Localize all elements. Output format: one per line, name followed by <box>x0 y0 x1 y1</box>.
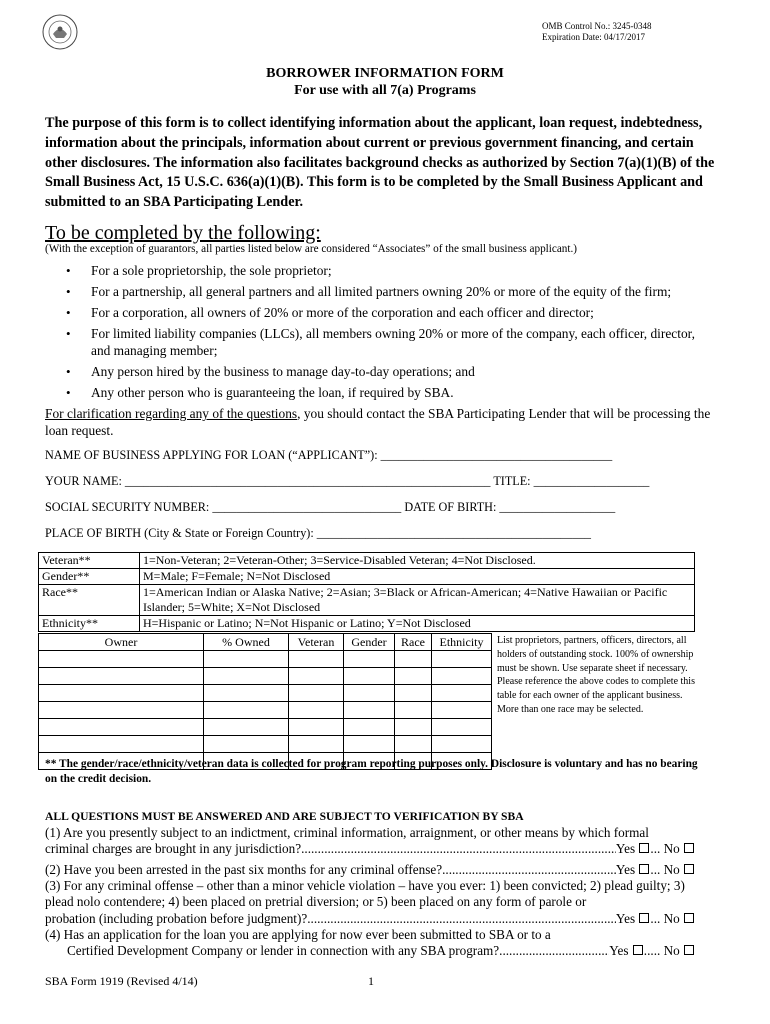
owner-cell[interactable] <box>39 685 204 702</box>
omb-info <box>542 21 652 43</box>
all-questions-heading: ALL QUESTIONS MUST BE ANSWERED AND ARE SUBJECT TO VERIFICATION BY SBA <box>45 810 524 823</box>
veteran-cell[interactable] <box>289 651 344 668</box>
place-of-birth-field[interactable]: PLACE OF BIRTH (City & State or Foreign Country): _____________________________________________ <box>45 526 592 540</box>
dot-leader <box>442 862 616 878</box>
question-text: (4) Has an application for the loan you are applying for now ever been submitted to SBA or to a <box>45 927 551 942</box>
code-value: H=Hispanic or Latino; N=Not Hispanic or Latino; Y=Not Disclosed <box>140 616 695 632</box>
ethnicity-cell[interactable] <box>432 702 492 719</box>
table-row[interactable] <box>39 685 492 702</box>
yes-label: Yes <box>609 943 629 959</box>
ethnicity-cell[interactable] <box>432 736 492 753</box>
question-leader-line <box>45 943 695 959</box>
no-checkbox[interactable] <box>684 945 694 955</box>
col-veteran: Veteran <box>289 634 344 651</box>
sba-seal-logo <box>42 14 78 50</box>
question-text: criminal charges are brought in any jurisdiction? <box>45 841 302 857</box>
table-row[interactable] <box>39 719 492 736</box>
list-item: • Any other person who is guaranteeing the loan, if required by SBA. <box>64 384 704 401</box>
race-cell[interactable] <box>395 702 432 719</box>
ethnicity-cell[interactable] <box>432 685 492 702</box>
list-item: • For a corporation, all owners of 20% or more of the corporation and each officer and director; <box>64 304 704 321</box>
veteran-cell[interactable] <box>289 702 344 719</box>
expiration-date: Expiration Date: 04/17/2017 <box>542 32 645 42</box>
owned-cell[interactable] <box>204 668 289 685</box>
owned-cell[interactable] <box>204 736 289 753</box>
owner-cell[interactable] <box>39 702 204 719</box>
owner-cell[interactable] <box>39 736 204 753</box>
no-label: No <box>663 841 680 857</box>
question-3 <box>45 878 695 927</box>
veteran-cell[interactable] <box>289 736 344 753</box>
code-value: 1=Non-Veteran; 2=Veteran-Other; 3=Service-Disabled Veteran; 4=Not Disclosed. <box>140 553 695 569</box>
list-item: • Any person hired by the business to manage day-to-day operations; and <box>64 363 704 380</box>
gender-cell[interactable] <box>344 719 395 736</box>
code-key: Race** <box>39 585 140 616</box>
no-checkbox[interactable] <box>684 864 694 874</box>
table-row[interactable] <box>39 651 492 668</box>
codes-table <box>38 552 695 632</box>
race-cell[interactable] <box>395 736 432 753</box>
owner-table-header <box>39 634 492 651</box>
race-cell[interactable] <box>395 719 432 736</box>
no-checkbox[interactable] <box>684 843 694 853</box>
yes-no-group: Yes ... No <box>616 841 695 857</box>
gender-cell[interactable] <box>344 668 395 685</box>
yes-checkbox[interactable] <box>639 864 649 874</box>
associates-list <box>64 262 704 405</box>
col-gender: Gender <box>344 634 395 651</box>
dot-leader <box>499 943 609 959</box>
table-row[interactable] <box>39 702 492 719</box>
ssn-dob-field[interactable]: SOCIAL SECURITY NUMBER: _______________________________ DATE OF BIRTH: ___________________ <box>45 500 616 514</box>
dot-leader <box>301 841 616 857</box>
table-row[interactable] <box>39 668 492 685</box>
code-value: 1=American Indian or Alaska Native; 2=Asian; 3=Black or African-American; 4=Native Hawaiian or Pacific Islander; 5=White; X=Not Disclosed <box>140 585 695 616</box>
question-leader-line <box>45 841 695 857</box>
col-race: Race <box>395 634 432 651</box>
owner-cell[interactable] <box>39 719 204 736</box>
omb-control: OMB Control No.: 3245-0348 <box>542 21 652 31</box>
owner-table <box>38 633 492 770</box>
question-text: probation (including probation before judgment)? <box>45 910 308 926</box>
gender-cell[interactable] <box>344 651 395 668</box>
form-subtitle: For use with all 7(a) Programs <box>294 83 476 98</box>
table-row[interactable] <box>39 736 492 753</box>
question-leader-line <box>45 862 695 878</box>
yes-checkbox[interactable] <box>639 913 649 923</box>
race-cell[interactable] <box>395 651 432 668</box>
owned-cell[interactable] <box>204 702 289 719</box>
code-value: M=Male; F=Female; N=Not Disclosed <box>140 569 695 585</box>
list-item: • For a partnership, all general partners and all limited partners owning 20% or more of the equity of the firm; <box>64 283 704 300</box>
question-text: Certified Development Company or lender in connection with any SBA program? <box>67 943 500 959</box>
no-label: No <box>663 862 680 877</box>
veteran-cell[interactable] <box>289 685 344 702</box>
yes-no-group: Yes ... No <box>616 862 695 878</box>
no-checkbox[interactable] <box>684 913 694 923</box>
form-number: SBA Form 1919 (Revised 4/14) <box>45 974 198 988</box>
clarification-underlined: For clarification regarding any of the questions <box>45 406 298 421</box>
to-be-completed-heading: To be completed by the following: <box>45 222 321 244</box>
page-number: 1 <box>368 974 374 988</box>
your-name-title-field[interactable]: YOUR NAME: ____________________________________________________________ TITLE: ___________________ <box>45 474 650 488</box>
business-name-field[interactable]: NAME OF BUSINESS APPLYING FOR LOAN (“APPLICANT”): ______________________________________ <box>45 448 613 462</box>
owner-table-note: List proprietors, partners, officers, directors, all holders of outstanding stock. 100% of ownership must be shown. Use separate sheet if necessary. Please reference the above codes to complete this table for each owner of the applicant business. More than one race may be selected. <box>497 635 695 715</box>
question-2 <box>45 862 695 878</box>
race-cell[interactable] <box>395 668 432 685</box>
code-key: Gender** <box>39 569 140 585</box>
owner-cell[interactable] <box>39 651 204 668</box>
ethnicity-cell[interactable] <box>432 651 492 668</box>
question-4 <box>45 927 695 960</box>
list-item: • For limited liability companies (LLCs), all members owning 20% or more of the company, each officer, director, and managing member; <box>64 325 704 359</box>
gender-cell[interactable] <box>344 685 395 702</box>
veteran-cell[interactable] <box>289 719 344 736</box>
question-text: (3) For any criminal offense – other than a minor vehicle violation – have you ever: 1) been convicted; 2) plead guilty; 3) plead nolo contendere; 4) been placed on pretrial diversion; or 5) been placed on any form of parole or <box>45 878 685 910</box>
question-text: (2) Have you been arrested in the past six months for any criminal offense? <box>45 862 443 877</box>
owned-cell[interactable] <box>204 685 289 702</box>
clarification-text <box>45 405 725 439</box>
yes-no-group: Yes ..... No <box>609 943 695 959</box>
gender-cell[interactable] <box>344 736 395 753</box>
question-1 <box>45 825 695 858</box>
ethnicity-cell[interactable] <box>432 719 492 736</box>
yes-checkbox[interactable] <box>639 843 649 853</box>
purpose-paragraph: The purpose of this form is to collect identifying information about the applicant, loan request, indebtedness, information about the principals, information about current or previous government financing, and certain other disclosures. The information also facilitates background checks as authorized by Section 7(a)(1)(B) of the Small Business Act, 15 U.S.C. 636(a)(1)(B). This form is to be completed by the Small Business Applicant and submitted to an SBA Participating Lender. <box>45 115 715 211</box>
veteran-cell[interactable] <box>289 668 344 685</box>
no-label: No <box>663 910 680 926</box>
yes-label: Yes <box>615 862 636 877</box>
table-row <box>39 569 695 585</box>
col-owned: % Owned <box>204 634 289 651</box>
no-label: No <box>663 943 680 959</box>
col-ethnicity: Ethnicity <box>432 634 492 651</box>
owner-cell[interactable] <box>39 668 204 685</box>
table-row <box>39 585 695 616</box>
dot-leader <box>307 911 616 927</box>
code-key: Ethnicity** <box>39 616 140 632</box>
yes-no-group: Yes ... No <box>616 911 695 927</box>
ethnicity-cell[interactable] <box>432 668 492 685</box>
question-leader-line <box>45 911 695 927</box>
gender-cell[interactable] <box>344 702 395 719</box>
table-row <box>39 553 695 569</box>
yes-checkbox[interactable] <box>633 945 643 955</box>
clarification-rest: , you should contact the SBA Participating Lender that will be processing the loan request. <box>45 406 711 438</box>
associates-note: (With the exception of guarantors, all parties listed below are considered “Associates” of the small business applicant.) <box>45 243 578 255</box>
yes-label: Yes <box>615 910 636 926</box>
form-title: BORROWER INFORMATION FORM <box>266 66 504 81</box>
owned-cell[interactable] <box>204 719 289 736</box>
col-owner: Owner <box>39 634 204 651</box>
race-cell[interactable] <box>395 685 432 702</box>
question-text: (1) Are you presently subject to an indictment, criminal information, arraignment, or other means by which formal <box>45 825 649 840</box>
yes-label: Yes <box>615 841 636 857</box>
owned-cell[interactable] <box>204 651 289 668</box>
list-item: • For a sole proprietorship, the sole proprietor; <box>64 262 704 279</box>
table-row <box>39 616 695 632</box>
demographic-note: ** The gender/race/ethnicity/veteran data is collected for program reporting purposes only. Disclosure is voluntary and has no bearing on the credit decision. <box>45 758 698 785</box>
code-key: Veteran** <box>39 553 140 569</box>
